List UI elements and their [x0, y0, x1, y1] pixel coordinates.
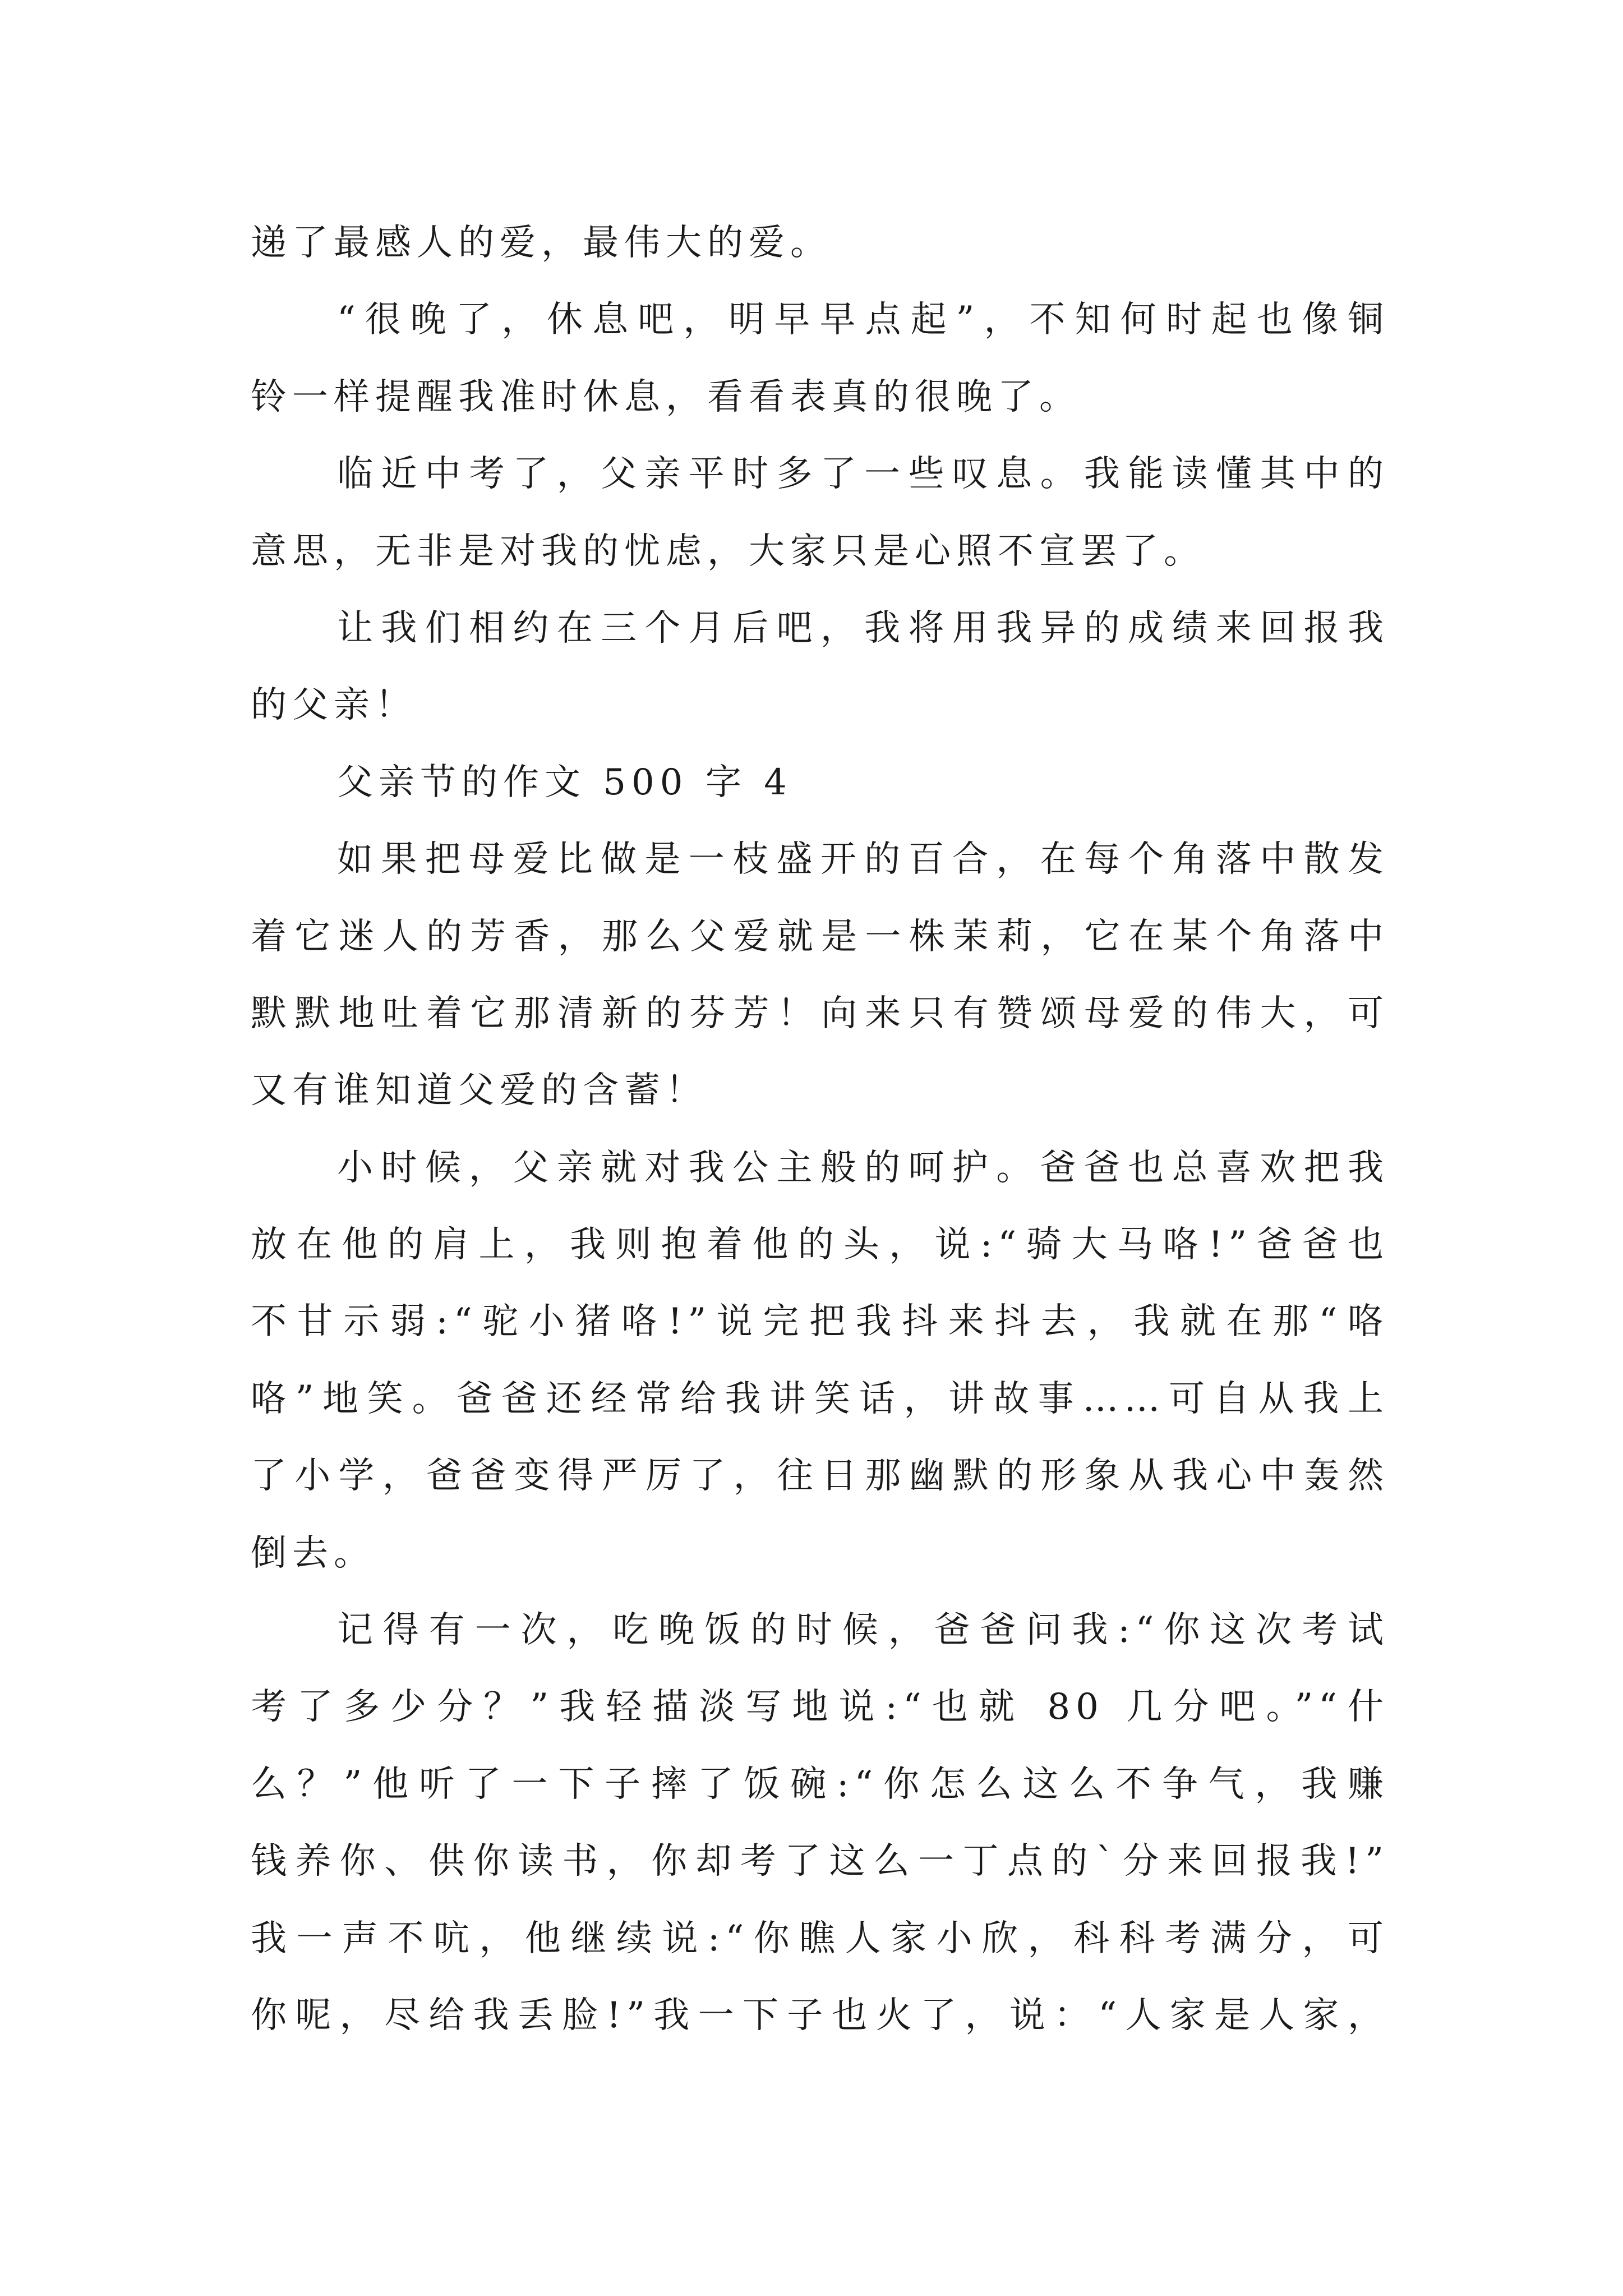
- text-line: 临近中考了，父亲平时多了一些叹息。我能读懂其中的: [337, 453, 1389, 495]
- text-line: 意思，无非是对我的忧虑，大家只是心照不宣罢了。: [251, 530, 1205, 572]
- text-line: 我一声不吭，他继续说:“你瞧人家小欣，科科考满分，可: [251, 1917, 1389, 1959]
- text-line: 不甘示弱:“驼小猪咯!”说完把我抖来抖去，我就在那“咯: [251, 1301, 1389, 1343]
- text-line: 如果把母爱比做是一枝盛开的百合，在每个角落中散发: [337, 839, 1389, 881]
- text-line: 记得有一次，吃晚饭的时候，爸爸问我:“你这次考试: [337, 1609, 1389, 1651]
- essay-body: [251, 205, 1389, 2054]
- text-line: 放在他的肩上，我则抱着他的头，说:“骑大马咯!”爸爸也: [251, 1224, 1389, 1266]
- text-line: 递了最感人的爱，最伟大的爱。: [251, 222, 832, 264]
- text-line: 的父亲！: [251, 684, 417, 726]
- text-line: 小时候，父亲就对我公主般的呵护。爸爸也总喜欢把我: [337, 1147, 1389, 1189]
- text-line: 着它迷人的芳香，那么父爱就是一株茉莉，它在某个角落中: [251, 915, 1389, 958]
- text-line: 让我们相约在三个月后吧，我将用我异的成绩来回报我: [337, 607, 1389, 649]
- text-line: 咯”地笑。爸爸还经常给我讲笑话，讲故事……可自从我上: [251, 1378, 1389, 1420]
- section-heading: 父亲节的作文 500 字 4: [337, 761, 792, 803]
- text-line: 默默地吐着它那清新的芬芳！向来只有赞颂母爱的伟大，可: [251, 992, 1389, 1034]
- text-line: 么？”他听了一下子摔了饭碗:“你怎么这么不争气，我赚: [251, 1763, 1389, 1805]
- text-line: 又有谁知道父爱的含蓄！: [251, 1070, 707, 1112]
- text-line: 你呢，尽给我丢脸!”我一下子也火了，说：“人家是人家，: [251, 1994, 1389, 2036]
- text-line: “很晚了，休息吧，明早早点起”，不知何时起也像铜: [337, 299, 1389, 341]
- text-line: 考了多少分？”我轻描淡写地说:“也就 80 几分吧。”“什: [251, 1686, 1389, 1728]
- text-line: 了小学，爸爸变得严厉了，往日那幽默的形象从我心中轰然: [251, 1455, 1389, 1497]
- text-line: 铃一样提醒我准时休息，看看表真的很晚了。: [251, 376, 1081, 418]
- text-line: 倒去。: [251, 1532, 375, 1574]
- text-line: 钱养你、供你读书，你却考了这么一丁点的`分来回报我!”: [251, 1841, 1389, 1883]
